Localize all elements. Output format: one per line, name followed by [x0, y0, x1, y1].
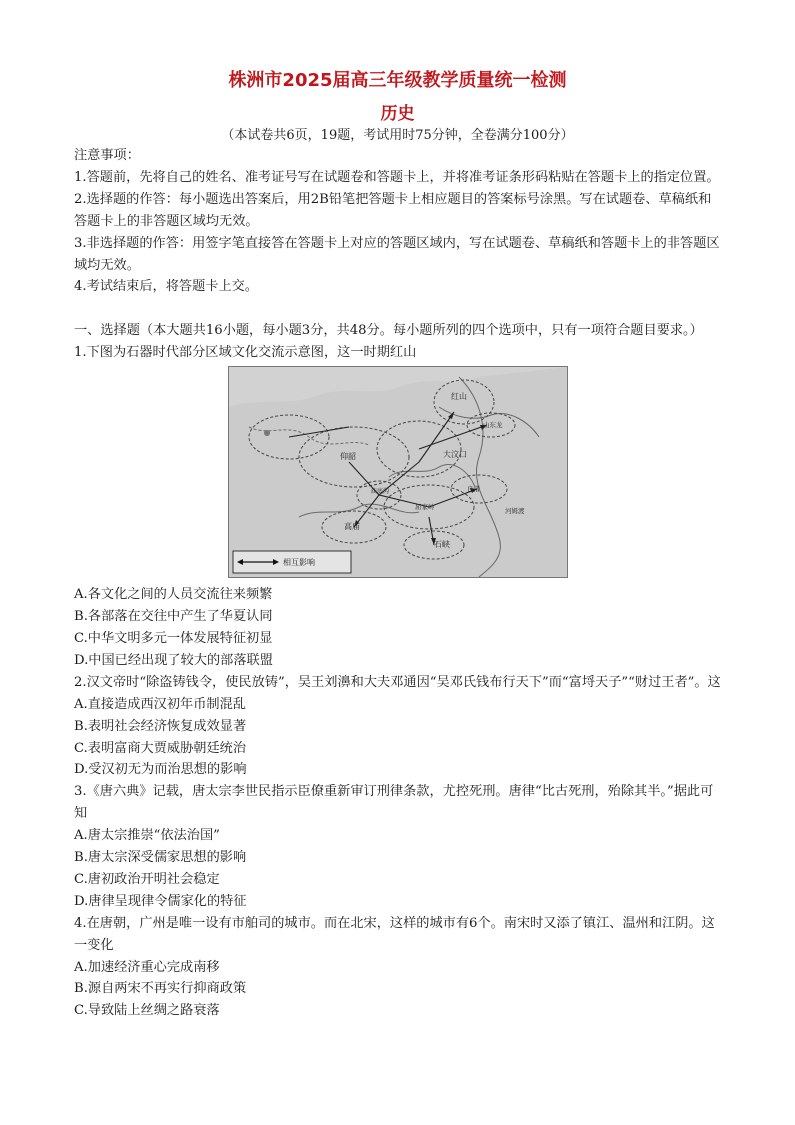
notice-item: 4.考试结束后，将答题卡上交。	[74, 279, 259, 295]
question-option: B.表明社会经济恢复成效显著	[74, 718, 247, 734]
notice-item: 2.选择题的作答：每小题选出答案后，用2B铅笔把答题卡上相应题目的答案标号涂黑。写在试题卷、草稿纸和答题卡上的非答题区域均无效。	[74, 191, 712, 229]
map-label-liangzhu: 良渚	[467, 485, 480, 494]
question-stem: 2.汉文帝时“除盗铸钱令，使民放铸”，吴王刘濞和大夫邓通因“吴邓氏钱布行天下”而“富埒天子”“财过王者”。这	[74, 674, 721, 690]
question-option: D.中国已经出现了较大的部落联盟	[74, 652, 273, 668]
map-label-hemudu: 河姆渡	[505, 507, 525, 516]
map-label-hongshan: 红山	[451, 392, 467, 402]
question-option: A.加速经济重心完成南移	[74, 959, 220, 975]
question-option: C.唐初政治开明社会稳定	[74, 871, 220, 887]
question-option: A.直接造成西汉初年币制混乱	[74, 696, 246, 712]
exam-title: 株洲市2025届高三年级教学质量统一检测	[228, 70, 567, 91]
map-label-miaodigou: 庙底沟	[371, 488, 390, 496]
question-option: A.唐太宗推崇“依法治国”	[74, 828, 220, 844]
map-drawing	[229, 367, 567, 577]
map-legend-label: 相互影响	[283, 558, 315, 568]
question-option: C.中华文明多元一体发展特征初显	[74, 630, 273, 646]
map-label-shixia: 石峡	[434, 540, 450, 550]
question-option: D.唐律呈现律令儒家化的特征	[74, 893, 247, 909]
question-option: C.表明富商大贾威胁朝廷统治	[74, 740, 247, 756]
map-label-dawenkou: 大汶口	[443, 450, 467, 460]
exam-meta: （本试卷共6页，19题，考试用时75分钟，全卷满分100分）	[221, 128, 574, 143]
notice-heading: 注意事项：	[74, 148, 140, 163]
section-heading: 一、选择题（本大题共16小题，每小题3分，共48分。每小题所列的四个选项中，只有一项符合题目要求。）	[74, 323, 703, 339]
map-label-shandong: 山东龙	[483, 421, 503, 430]
culture-exchange-map	[228, 366, 568, 578]
notice-item: 3.非选择题的作答：用签字笔直接答在答题卡上对应的答题区域内，写在试题卷、草稿纸和答题卡上的非答题区域均无效。	[74, 235, 720, 273]
question-option: D.受汉初无为而治思想的影响	[74, 762, 247, 778]
map-label-yangshao: 仰韶	[340, 452, 356, 462]
notice-item: 1.答题前，先将自己的姓名、准考证号写在试题卷和答题卡上，并将准考证条形码粘贴在答题卡上的指定位置。	[74, 169, 720, 185]
question-stem: 3.《唐六典》记载，唐太宗李世民指示臣僚重新审订刑律条款，尤控死刑。唐律“比古死刑，殆除其半。”据此可知	[74, 784, 714, 822]
map-label-qujialing: 屈家岭	[415, 503, 435, 512]
question-stem: 4.在唐朝，广州是唯一设有市舶司的城市。而在北宋，这样的城市有6个。南宋时又添了镇江、温州和江阴。这一变化	[74, 915, 715, 953]
question-option: B.唐太宗深受儒家思想的影响	[74, 850, 247, 866]
question-option: B.各部落在交往中产生了华夏认同	[74, 609, 273, 625]
question-option: B.源自两宋不再实行抑商政策	[74, 981, 247, 997]
question-option: C.导致陆上丝绸之路衰落	[74, 1003, 220, 1019]
question-option: A.各文化之间的人员交流往来频繁	[74, 587, 273, 603]
exam-body	[74, 145, 724, 1022]
question-stem: 1.下图为石器时代部分区域文化交流示意图，这一时期红山	[74, 345, 417, 361]
exam-subject: 历史	[380, 104, 415, 124]
map-label-gaomiao: 高庙	[344, 522, 360, 532]
